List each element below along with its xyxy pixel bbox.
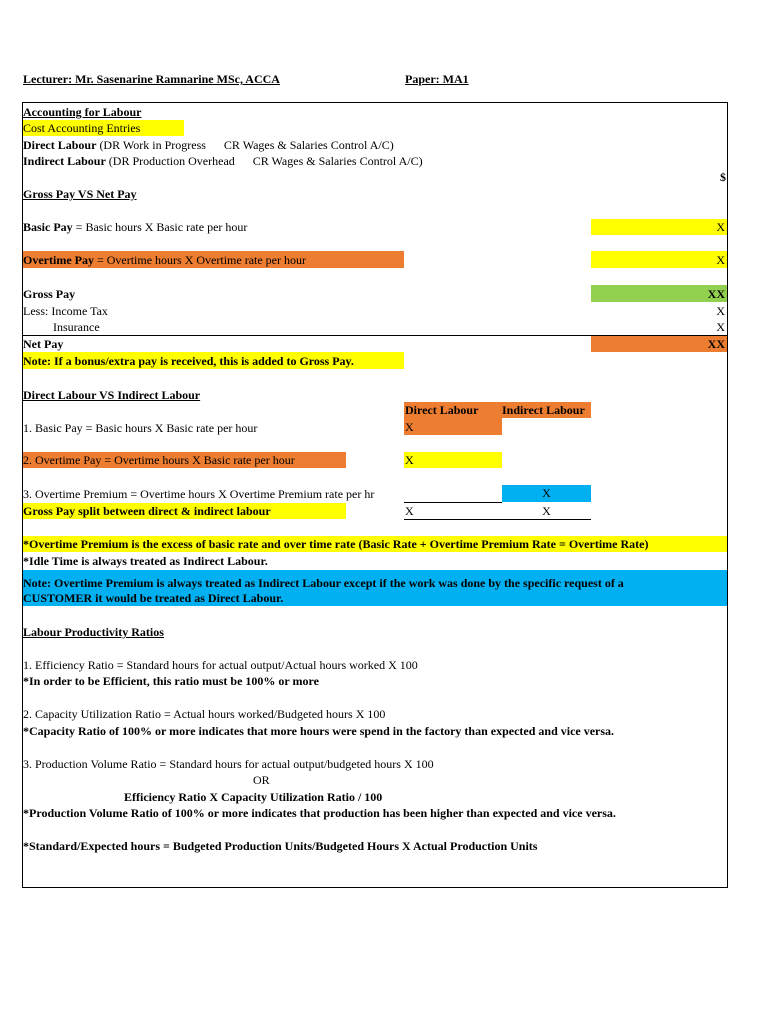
direct-labour-text: (DR Work in Progress CR Wages & Salaries Control A/C) xyxy=(96,138,394,152)
di-row-overtime-pay: 2. Overtime Pay = Overtime hours X Basic rate per hour xyxy=(23,453,295,467)
currency-symbol: $ xyxy=(720,170,726,184)
direct-labour-entry xyxy=(23,137,394,153)
gross-pay-label: Gross Pay xyxy=(23,287,76,301)
di-row-gross-direct: X xyxy=(405,504,414,518)
basic-pay-row xyxy=(23,219,247,235)
overtime-pay-text: = Overtime hours X Overtime rate per hour xyxy=(93,253,307,267)
production-volume-note: *Production Volume Ratio of 100% or more indicates that production has been higher than expected and vice versa. xyxy=(23,806,616,820)
section-title-ratios: Labour Productivity Ratios xyxy=(23,625,164,639)
basic-pay-label: Basic Pay xyxy=(23,220,73,234)
indirect-labour-label: Indirect Labour xyxy=(23,154,106,168)
overtime-pay-value: X xyxy=(716,253,725,267)
net-pay-label: Net Pay xyxy=(23,337,64,351)
basic-pay-text: = Basic hours X Basic rate per hour xyxy=(72,220,248,234)
efficiency-ratio-note: *In order to be Efficient, this ratio must be 100% or more xyxy=(23,674,319,688)
column-header-direct: Direct Labour xyxy=(405,403,479,417)
efficiency-ratio: 1. Efficiency Ratio = Standard hours for actual output/Actual hours worked X 100 xyxy=(23,658,418,672)
insurance-value: X xyxy=(716,320,725,334)
di-row-basic-pay: 1. Basic Pay = Basic hours X Basic rate per hour xyxy=(23,421,258,435)
bonus-note: Note: If a bonus/extra pay is received, this is added to Gross Pay. xyxy=(23,354,354,368)
idle-time-note: *Idle Time is always treated as Indirect Labour. xyxy=(23,554,268,568)
di-gross-split-rule xyxy=(404,519,591,520)
lecturer-name: Lecturer: Mr. Sasenarine Ramnarine MSc, ACCA xyxy=(23,72,280,86)
overtime-premium-note-line2: CUSTOMER it would be treated as Direct Labour. xyxy=(23,591,284,605)
cost-entries-label: Cost Accounting Entries xyxy=(23,121,141,135)
section-title-gross-net: Gross Pay VS Net Pay xyxy=(23,187,137,201)
direct-labour-label: Direct Labour xyxy=(23,138,97,152)
di-row-overtime-premium: 3. Overtime Premium = Overtime hours X Overtime Premium rate per hr xyxy=(23,487,375,501)
capacity-ratio: 2. Capacity Utilization Ratio = Actual hours worked/Budgeted hours X 100 xyxy=(23,707,386,721)
net-pay-value: XX xyxy=(707,337,725,351)
di-row-premium-indirect: X xyxy=(542,486,551,500)
gross-pay-value: XX xyxy=(707,287,725,301)
income-tax-label: Less: Income Tax xyxy=(23,304,108,318)
production-volume-ratio: 3. Production Volume Ratio = Standard hours for actual output/budgeted hours X 100 xyxy=(23,757,434,771)
di-row-overtime-direct: X xyxy=(405,453,414,467)
production-volume-or: OR xyxy=(253,773,270,787)
capacity-ratio-note: *Capacity Ratio of 100% or more indicates that more hours were spend in the factory than expected and vice versa. xyxy=(23,724,615,738)
indirect-labour-entry xyxy=(23,153,423,169)
di-row-basic-direct-cell xyxy=(404,418,502,435)
di-row3-direct-rule xyxy=(404,502,502,503)
di-row-gross-indirect: X xyxy=(542,504,551,518)
overtime-premium-note-line1: Note: Overtime Premium is always treated as Indirect Labour except if the work was done by the specific request of a xyxy=(23,576,624,590)
column-header-indirect: Indirect Labour xyxy=(502,403,585,417)
section-title-direct-indirect: Direct Labour VS Indirect Labour xyxy=(23,388,201,402)
insurance-label: Insurance xyxy=(53,320,100,334)
overtime-pay-label: Overtime Pay xyxy=(23,253,94,267)
basic-pay-value: X xyxy=(716,220,725,234)
di-row-gross-split: Gross Pay split between direct & indirect labour xyxy=(23,504,271,518)
premium-note: *Overtime Premium is the excess of basic rate and over time rate (Basic Rate + Overtime Premium Rate = Overtime Rate) xyxy=(23,537,649,551)
paper-code: Paper: MA1 xyxy=(405,72,469,86)
production-volume-alt-formula: Efficiency Ratio X Capacity Utilization Ratio / 100 xyxy=(124,790,383,804)
di-row-basic-direct: X xyxy=(405,420,414,434)
section-title-accounting: Accounting for Labour xyxy=(23,105,142,119)
overtime-pay-row xyxy=(23,252,306,268)
di-row-overtime-direct-cell xyxy=(404,452,502,468)
income-tax-value: X xyxy=(716,304,725,318)
indirect-labour-text: (DR Production Overhead CR Wages & Salaries Control A/C) xyxy=(105,154,423,168)
standard-hours-note: *Standard/Expected hours = Budgeted Production Units/Budgeted Hours X Actual Production Units xyxy=(23,839,538,853)
